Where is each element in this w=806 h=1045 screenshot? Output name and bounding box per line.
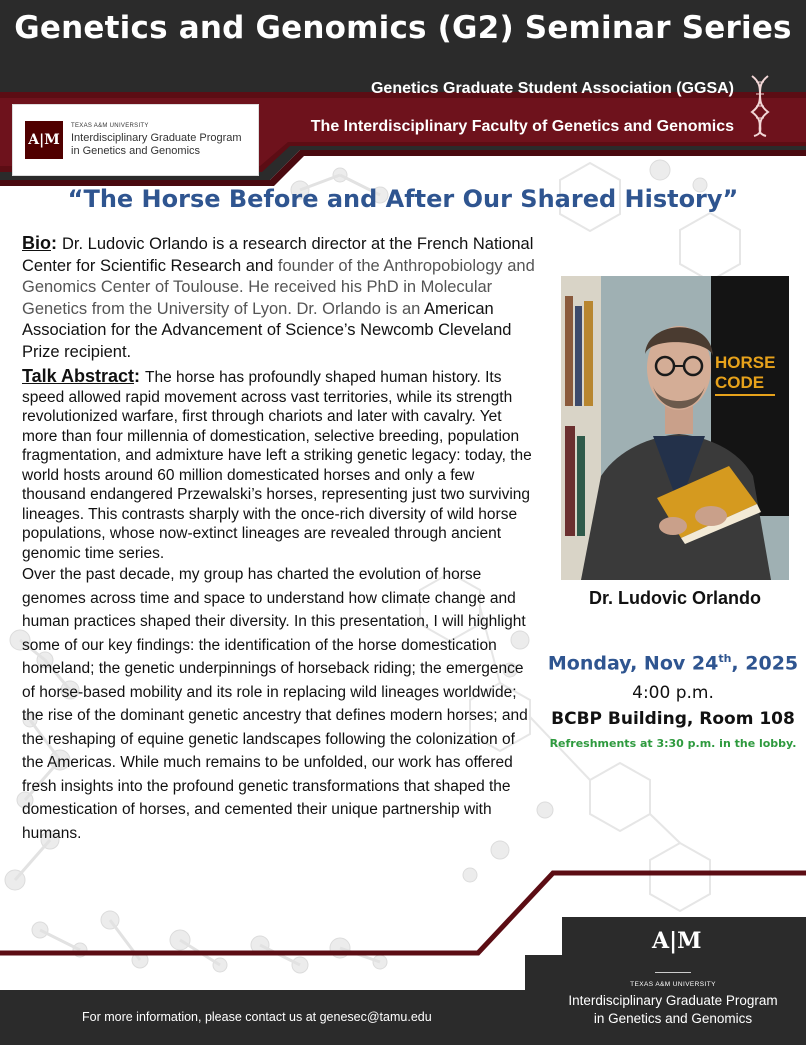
footer-tamu-logo-icon: A|M [652,928,702,954]
bio-label: Bio [22,233,51,253]
logo-program-line-2: in Genetics and Genomics [71,145,201,157]
dna-helix-icon [746,74,774,138]
bio-text-2: founder of the Anthropobiology and Genomics Center of Toulouse. He received his PhD in Molecular Genetics from the University of Lyon. Dr. Orlando is an [22,256,535,318]
footer-contact-text: For more information, please contact us at genesec@tamu.edu [82,1010,432,1024]
event-date: Monday, Nov 24th, 2025 [547,652,799,675]
org-line-faculty: The Interdisciplinary Faculty of Genetics and Genomics [310,118,734,135]
series-title: Genetics and Genomics (G2) Seminar Series [14,10,792,46]
book-title-1: HORSE [715,353,776,372]
speaker-caption: Dr. Ludovic Orlando [588,588,762,608]
bio-text-1: Dr. Ludovic Orlando is a research director at the French National Center for Scientific Research and [22,235,534,275]
footer-program-line-1: Interdisciplinary Graduate Program [568,993,778,1008]
program-logo [12,104,259,176]
logo-university: TEXAS A&M UNIVERSITY [71,123,149,129]
event-time: 4:00 p.m. [632,683,714,703]
book-title-2: CODE [715,373,765,392]
text-column [22,233,538,845]
footer-logo-rule [655,972,691,973]
org-line-ggsa: Genetics Graduate Student Association (GGSA) [370,80,734,97]
footer-university: TEXAS A&M UNIVERSITY [630,981,716,988]
tamu-logo-icon: A|M [25,121,63,159]
speaker-photo [561,276,789,580]
footer-program-line-2: in Genetics and Genomics [593,1011,753,1026]
refreshments-note: Refreshments at 3:30 p.m. in the lobby. [549,737,797,750]
bio-paragraph: Bio: Dr. Ludovic Orlando is a research director at the French National Center for Scientific Research and founder of the Anthropobiology and Genomics Center of Toulouse. He received his PhD in Molecular Genetics from the University of Lyon. Dr. Orlando is an American Association for the Advancement of Science’s Newcomb Cleveland Prize recipient. [22,233,535,361]
abstract-paragraph-2: Over the past decade, my group has charted the evolution of horse genomes across time and space to understand how climate change and human practices shaped their diversity. In this presentation, I will highlight some of our key findings: the identification of the horse domestication homeland; the genetic underpinnings of horseback riding; the emergence of horse-based mobility and its role in replacing wild lineages worldwide; the rise of the dominant genetic ancestry that defines modern horses; and the reshaping of equine genetic landscapes following the colonization of the Americas. While much remains to be unfolded, our work has offered fresh insights into the profound genetic transformations that shaped the domestication of horses, and cemented their unique partnership with humans. [22,566,528,842]
event-venue: BCBP Building, Room 108 [551,709,795,729]
logo-program-line-1: Interdisciplinary Graduate Program [71,132,242,144]
talk-title: “The Horse Before and After Our Shared History” [67,185,739,213]
abstract-label: Talk Abstract [22,366,135,386]
abstract-paragraph-1: Talk Abstract: The horse has profoundly shaped human history. Its speed allowed rapid movement across vast territories, while its strength revolutionized warfare, first through chariots and later with cavalry. Yet more than four millennia of domestication, selective breeding, population fragmentation, and admixture have left a striking genetic legacy: today, the world hosts around 60 million domesticated horses and only a few thousand endangered Przewalski’s horses, representing just two surviving lineages. This contrasts sharply with the once-rich diversity of wild horse populations, whose now-extinct lineages are revealed through ancient genomic time series. [22,366,532,562]
abstract-text-1: The horse has profoundly shaped human history. Its speed allowed rapid movement across vast territories, while its strength revolutionized warfare, first through chariots and later with cavalry. Yet more than four millennia of domestication, selective breeding, population fragmentation, and admixture have left a striking genetic legacy: today, the world hosts around 60 million domesticated horses and only a few thousand endangered Przewalski’s horses, representing just two surviving lineages. This contrasts sharply with the once-rich diversity of wild horse populations, whose now-extinct lineages are revealed through ancient genomic time series. [22,369,532,562]
top-title-bar [0,0,806,64]
bio-text-3: American Association for the Advancement of Science’s Newcomb Cleveland Prize recipient. [22,299,512,361]
